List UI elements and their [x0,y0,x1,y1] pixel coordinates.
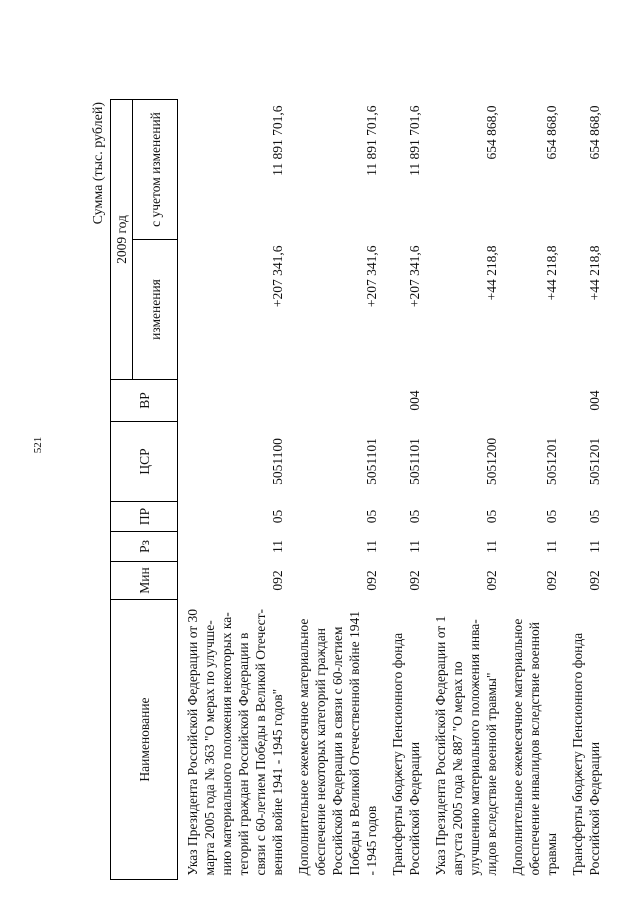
header-rz: Рз [111,532,178,562]
row-csr: 5051100 [270,438,285,485]
row-change: +44 218,8 [484,245,499,301]
units-label: Сумма (тыс. рублей) [91,102,106,225]
row-pr: 05 [484,509,499,524]
row-min: 092 [270,570,285,591]
header-vr: ВР [111,380,178,422]
row-name: Дополнительное ежемесячное материальное обеспечение инвалидов вследствие военной травмы [510,618,559,876]
row-vr: 004 [407,390,422,411]
row-pr: 05 [364,509,379,524]
row-min: 092 [407,570,422,591]
row-total: 654 868,0 [544,105,559,160]
table-row [383,100,426,880]
row-change: +44 218,8 [544,245,559,301]
header-min: Мин [111,562,178,600]
row-rz: 11 [364,540,379,553]
row-rz: 11 [407,540,422,553]
row-name: Трансферты бюджету Пенсионного фонда Российской Федерации [390,632,422,876]
row-csr: 5051201 [587,437,602,486]
row-pr: 05 [270,509,285,524]
row-total: 654 868,0 [587,105,602,160]
header-changes: изменения [133,240,178,380]
row-name: Дополнительное ежемесячное материальное обеспечение некоторых категорий граждан Российской Федерации в связи с 60-летием Победы в Великой Отечественной войне 1941 - 1945 годов [296,611,379,876]
row-csr: 5051101 [407,438,422,485]
row-name: Указ Президента Российской Федерации от 1 августа 2005 года № 887 "О мерах по улучшению материального положения инва-лидов вследствие военной травмы" [433,615,499,876]
row-change: +207 341,6 [270,245,285,308]
row-pr: 05 [587,509,602,524]
row-min: 092 [587,570,602,591]
header-with-changes: с учетом изменений [133,100,178,240]
row-name: Указ Президента Российской Федерации от 30 марта 2005 года № 363 "О мерах по улучше-нию материального положения некоторых ка-тегорий граждан Российской Федерации в связи с 60-летием Победы в Великой Отечест-венной войне 1941 - 1945 годов" [185,608,285,876]
row-rz: 11 [270,540,285,553]
table-row [289,100,383,880]
row-change: +207 341,6 [364,245,379,308]
row-pr: 05 [407,509,422,524]
page-number: 521 [32,436,44,454]
row-vr [178,380,290,422]
row-csr: 5051200 [484,437,499,486]
budget-table-sheet [91,100,610,880]
row-name: Трансферты бюджету Пенсионного фонда Российской Федерации [570,632,602,876]
row-rz: 11 [484,540,499,553]
row-total: 11 891 701,6 [364,105,379,176]
row-total: 654 868,0 [484,105,499,160]
row-total: 11 891 701,6 [407,105,422,176]
row-min: 092 [544,570,559,591]
header-name: Наименование [111,600,178,880]
table-row [178,100,290,880]
row-csr: 5051201 [544,437,559,486]
header-year: 2009 год [111,100,133,380]
row-change: +207 341,6 [407,245,422,308]
row-min: 092 [484,570,499,591]
row-vr [503,380,563,422]
row-csr: 5051101 [364,438,379,485]
row-pr: 05 [544,509,559,524]
row-vr [426,380,503,422]
header-csr: ЦСР [111,422,178,502]
row-rz: 11 [587,540,602,553]
budget-table [110,99,606,880]
row-vr: 004 [587,390,602,411]
header-pr: ПР [111,502,178,532]
row-rz: 11 [544,540,559,553]
table-row [426,100,503,880]
row-total: 11 891 701,6 [270,105,285,176]
row-min: 092 [364,570,379,591]
table-row [503,100,563,880]
table-row [563,100,606,880]
row-change: +44 218,8 [587,245,602,301]
row-vr [289,380,383,422]
